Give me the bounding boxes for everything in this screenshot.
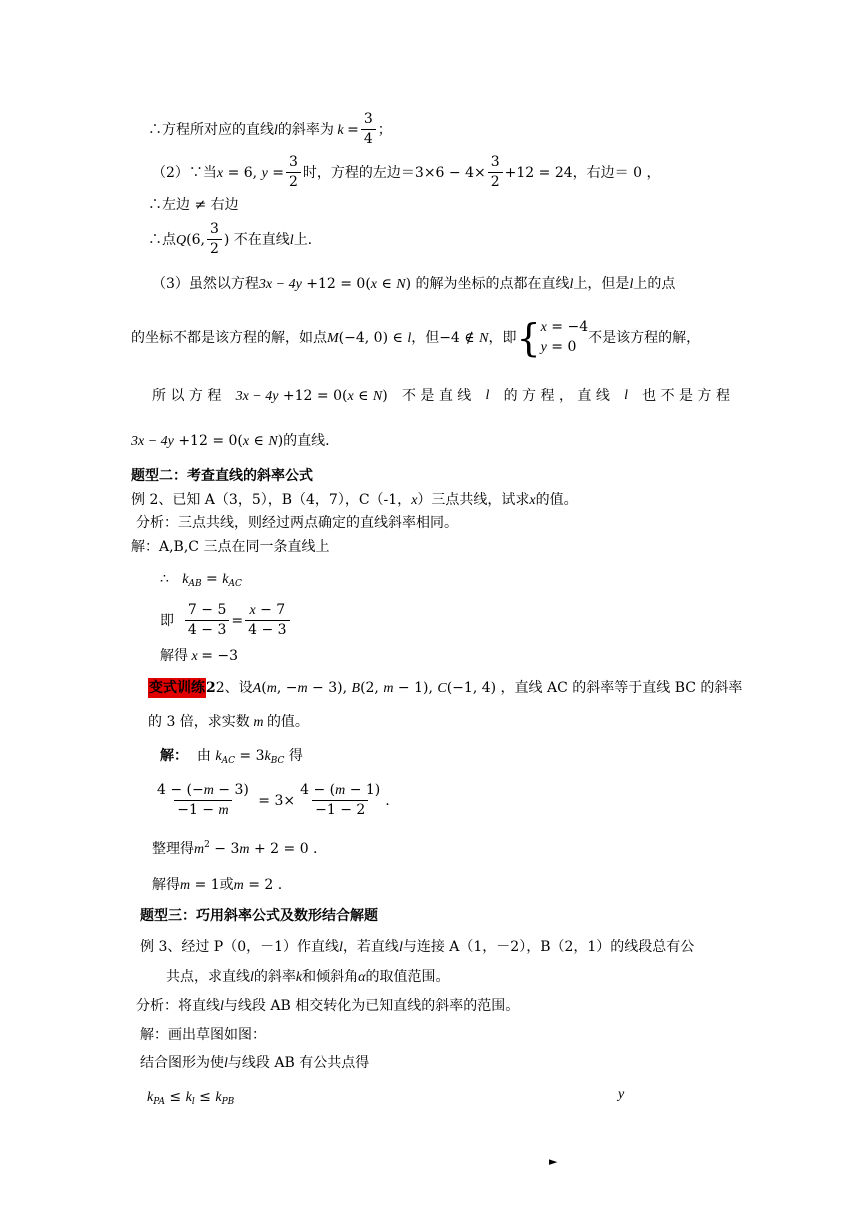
combine: 结合图形为使l与线段 AB 有公共点得 <box>140 1055 370 1071</box>
line-part2: （2）∵当x = 6, y = $\frac{3}{2}$ 时，方程的左边＝3×6 − 4× $\frac{3}{2}$ +12 = 24，右边＝ 0 ， <box>152 154 661 191</box>
var-equation: $\frac{4 - (-m - 3)}{-1 - m}$ = 3× $\frac{4 - (m - 1)}{-1 - 2}$ . <box>157 782 390 819</box>
solution3: 解：画出草图如图： <box>140 1027 266 1043</box>
example3-line2: 共点，求直线l的斜率k和倾斜角α的取值范围。 <box>166 969 450 985</box>
analysis3: 分析：将直线l与线段 AB 相交转化为已知直线的斜率的范围。 <box>136 998 520 1014</box>
line-not-equation: 所 以 方 程 3x − 4y +12 = 0(x ∈ N) 不 是 直 线 l 的 方 程 ， 直 线 l 也 不 是 方 程 <box>152 388 730 404</box>
line-slope-conclusion: ∴方程所对应的直线l的斜率为 k = $\frac{3}{4}$ ； <box>148 111 392 148</box>
variant-training: 变式训练22、设A(m, −m − 3), B(2, m − 1), C(−1, 4) ，直线 AC 的斜率等于直线 BC 的斜率 <box>149 680 743 696</box>
kab-eq-kac: ∴ $k_{AB} = k_{AC}$ <box>160 571 242 589</box>
slope-inequality: $k_{PA} \le k_l \le k_{PB}$ <box>147 1089 235 1107</box>
solution2: 解：A,B,C 三点在同一条直线上 <box>131 539 330 555</box>
example2: 例 2、已知 A（3，5），B（4，7），C（-1，x）三点共线，试求x的值。 <box>131 492 578 508</box>
line-not-line: 3x − 4y +12 = 0(x ∈ N)的直线. <box>131 433 330 449</box>
heading-type3: 题型三：巧用斜率公式及数形结合解题 <box>140 908 378 924</box>
example3: 例 3、经过 P（0，－1）作直线l，若直线l与连接 A（1，－2），B（2，1）的线段总有公 <box>140 939 695 955</box>
var-solution: 解： 由 $k_{AC} = 3k_{BC}$ 得 <box>160 748 303 766</box>
variant-line2: 的 3 倍，求实数 m 的值。 <box>148 714 309 730</box>
heading-type2: 题型二：考查直线的斜率公式 <box>131 468 313 484</box>
line-left-neq-right: ∴左边 ≠ 右边 <box>148 197 239 213</box>
arrow-icon: ► <box>549 1155 558 1168</box>
ji-fraction: 即 $\frac{7 - 5}{4 - 3}$ = $\frac{x - 7}{4 - 3}$ <box>160 603 292 639</box>
line-part3: （3）虽然以方程3x − 4y +12 = 0(x ∈ N) 的解为坐标的点都在直线l上，但是l上的点 <box>152 276 676 292</box>
line-counterexample: 的坐标不都是该方程的解，如点M(−4, 0) ∈ l，但−4 ∉ N，即{ x = −4 y = 0 不是该方程的解， <box>131 315 701 360</box>
line-point-q: ∴点Q(6, $\frac{3}{2}$ ) 不在直线l上. <box>148 221 313 258</box>
var-result: 解得m = 1或m = 2 . <box>152 877 283 893</box>
result-x: 解得 x = −3 <box>160 648 239 664</box>
y-axis-label: y <box>618 1087 625 1102</box>
var-simplify: 整理得$m^2 - 3m + 2 = 0$ . <box>152 840 318 857</box>
analysis2: 分析：三点共线，则经过两点确定的直线斜率相同。 <box>136 515 458 531</box>
variant-tag: 变式训练 <box>149 680 205 696</box>
